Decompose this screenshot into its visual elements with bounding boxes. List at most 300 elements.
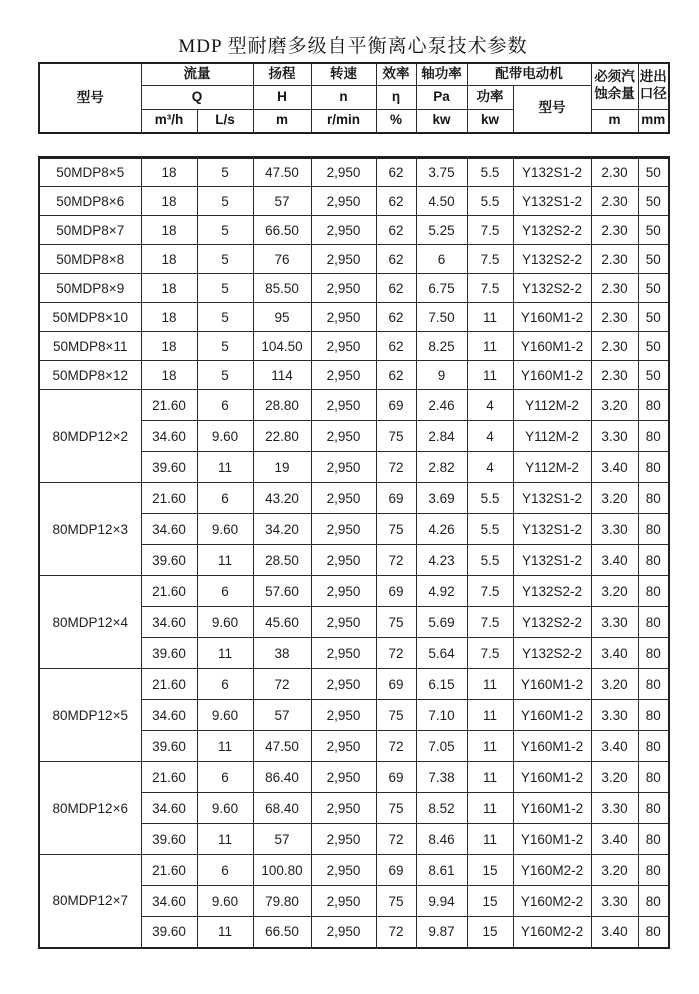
value-cell: 80 <box>638 917 669 948</box>
value-cell: 80 <box>638 855 669 886</box>
header-efficiency-symbol: η <box>376 85 416 109</box>
value-cell: 18 <box>141 332 197 361</box>
value-cell: 3.20 <box>591 669 638 700</box>
value-cell: 62 <box>376 274 416 303</box>
value-cell: 4 <box>467 390 513 421</box>
header-shaft-power-unit: kw <box>416 109 467 133</box>
value-cell: 80 <box>638 545 669 576</box>
value-cell: 28.80 <box>253 390 311 421</box>
value-cell: 18 <box>141 361 197 390</box>
value-cell: 11 <box>467 824 513 855</box>
header-speed-unit: r/min <box>311 109 376 133</box>
data-table-body <box>39 158 669 948</box>
value-cell: 2,950 <box>311 886 376 917</box>
value-cell: 9.60 <box>197 793 253 824</box>
value-cell: 2,950 <box>311 390 376 421</box>
value-cell: 15 <box>467 886 513 917</box>
header-flow-unit-ls: L/s <box>197 109 253 133</box>
value-cell: 2,950 <box>311 917 376 948</box>
value-cell: 69 <box>376 669 416 700</box>
value-cell: 2,950 <box>311 700 376 731</box>
value-cell: Y112M-2 <box>513 390 591 421</box>
value-cell: Y160M1-2 <box>513 332 591 361</box>
value-cell: 62 <box>376 303 416 332</box>
value-cell: 72 <box>376 917 416 948</box>
value-cell: 75 <box>376 607 416 638</box>
value-cell: 62 <box>376 245 416 274</box>
table-row <box>39 332 669 361</box>
value-cell: 57 <box>253 824 311 855</box>
value-cell: 2,950 <box>311 332 376 361</box>
value-cell: 2,950 <box>311 545 376 576</box>
value-cell: 11 <box>467 793 513 824</box>
value-cell: 85.50 <box>253 274 311 303</box>
value-cell: 5 <box>197 361 253 390</box>
value-cell: 75 <box>376 514 416 545</box>
header-motor: 配带电动机 <box>467 63 591 85</box>
value-cell: 72 <box>253 669 311 700</box>
value-cell: 2,950 <box>311 245 376 274</box>
value-cell: 2.30 <box>591 245 638 274</box>
value-cell: 18 <box>141 216 197 245</box>
value-cell: 3.40 <box>591 824 638 855</box>
value-cell: 4 <box>467 421 513 452</box>
value-cell: 80 <box>638 700 669 731</box>
value-cell: 3.20 <box>591 483 638 514</box>
value-cell: 66.50 <box>253 216 311 245</box>
table-row <box>39 483 669 514</box>
value-cell: 6 <box>197 669 253 700</box>
value-cell: 15 <box>467 855 513 886</box>
value-cell: 4.23 <box>416 545 467 576</box>
value-cell: 6 <box>416 245 467 274</box>
value-cell: 62 <box>376 332 416 361</box>
value-cell: 72 <box>376 452 416 483</box>
value-cell: 2,950 <box>311 824 376 855</box>
value-cell: 5.5 <box>467 187 513 216</box>
value-cell: 50 <box>638 274 669 303</box>
value-cell: Y132S1-2 <box>513 514 591 545</box>
value-cell: 38 <box>253 638 311 669</box>
value-cell: 2,950 <box>311 576 376 607</box>
value-cell: 3.40 <box>591 638 638 669</box>
value-cell: 9.60 <box>197 886 253 917</box>
value-cell: 80 <box>638 576 669 607</box>
header-head: 扬程 <box>253 63 311 85</box>
value-cell: 39.60 <box>141 731 197 762</box>
value-cell: 100.80 <box>253 855 311 886</box>
value-cell: Y132S1-2 <box>513 158 591 187</box>
pump-model-cell: 50MDP8×9 <box>39 274 141 303</box>
pump-model-cell: 50MDP8×5 <box>39 158 141 187</box>
value-cell: 2,950 <box>311 607 376 638</box>
value-cell: 3.69 <box>416 483 467 514</box>
value-cell: 62 <box>376 361 416 390</box>
value-cell: 34.60 <box>141 607 197 638</box>
pump-model-cell: 50MDP8×7 <box>39 216 141 245</box>
header-port-unit: mm <box>638 109 669 133</box>
value-cell: Y160M1-2 <box>513 700 591 731</box>
value-cell: 95 <box>253 303 311 332</box>
value-cell: Y160M2-2 <box>513 917 591 948</box>
value-cell: 5.64 <box>416 638 467 669</box>
value-cell: 7.5 <box>467 638 513 669</box>
value-cell: 3.20 <box>591 390 638 421</box>
value-cell: Y132S2-2 <box>513 245 591 274</box>
value-cell: 8.46 <box>416 824 467 855</box>
header-flow-symbol: Q <box>141 85 253 109</box>
pump-model-cell: 50MDP8×6 <box>39 187 141 216</box>
value-cell: 18 <box>141 187 197 216</box>
value-cell: 7.38 <box>416 762 467 793</box>
value-cell: 6.75 <box>416 274 467 303</box>
value-cell: 7.05 <box>416 731 467 762</box>
value-cell: 34.60 <box>141 421 197 452</box>
value-cell: 2.30 <box>591 158 638 187</box>
value-cell: Y160M1-2 <box>513 731 591 762</box>
value-cell: 69 <box>376 855 416 886</box>
table-row <box>39 216 669 245</box>
value-cell: 11 <box>467 303 513 332</box>
header-efficiency-unit: % <box>376 109 416 133</box>
value-cell: 11 <box>197 638 253 669</box>
value-cell: 80 <box>638 638 669 669</box>
value-cell: 80 <box>638 483 669 514</box>
table-row <box>39 576 669 607</box>
table-row <box>39 855 669 886</box>
value-cell: 69 <box>376 390 416 421</box>
value-cell: 3.30 <box>591 514 638 545</box>
value-cell: 3.30 <box>591 793 638 824</box>
value-cell: 43.20 <box>253 483 311 514</box>
value-cell: 6 <box>197 483 253 514</box>
value-cell: 2.30 <box>591 187 638 216</box>
value-cell: 18 <box>141 274 197 303</box>
value-cell: 34.60 <box>141 700 197 731</box>
value-cell: 5 <box>197 303 253 332</box>
value-cell: 21.60 <box>141 576 197 607</box>
value-cell: 5 <box>197 274 253 303</box>
value-cell: Y160M1-2 <box>513 303 591 332</box>
value-cell: 6 <box>197 390 253 421</box>
value-cell: 7.5 <box>467 245 513 274</box>
pump-model-cell: 50MDP8×11 <box>39 332 141 361</box>
value-cell: 34.60 <box>141 793 197 824</box>
value-cell: 9.60 <box>197 607 253 638</box>
value-cell: 3.40 <box>591 545 638 576</box>
header-motor-power-unit: kw <box>467 109 513 133</box>
value-cell: 72 <box>376 638 416 669</box>
header-speed-symbol: n <box>311 85 376 109</box>
value-cell: 2,950 <box>311 452 376 483</box>
table-row <box>39 762 669 793</box>
value-cell: 11 <box>467 762 513 793</box>
value-cell: 28.50 <box>253 545 311 576</box>
value-cell: 3.20 <box>591 576 638 607</box>
value-cell: 62 <box>376 216 416 245</box>
value-cell: 80 <box>638 421 669 452</box>
value-cell: 69 <box>376 576 416 607</box>
value-cell: Y132S2-2 <box>513 638 591 669</box>
value-cell: 39.60 <box>141 917 197 948</box>
header-port: 进出口径 <box>638 63 669 109</box>
pump-model-cell: 80MDP12×6 <box>39 762 141 855</box>
value-cell: 9.60 <box>197 700 253 731</box>
value-cell: 8.61 <box>416 855 467 886</box>
value-cell: 5 <box>197 216 253 245</box>
value-cell: 11 <box>197 731 253 762</box>
pump-model-cell: 50MDP8×8 <box>39 245 141 274</box>
value-cell: 7.5 <box>467 607 513 638</box>
header-speed: 转速 <box>311 63 376 85</box>
value-cell: 8.52 <box>416 793 467 824</box>
value-cell: 3.20 <box>591 762 638 793</box>
value-cell: 34.60 <box>141 514 197 545</box>
value-cell: 80 <box>638 762 669 793</box>
value-cell: 47.50 <box>253 731 311 762</box>
table-row <box>39 158 669 187</box>
pump-model-cell: 50MDP8×12 <box>39 361 141 390</box>
header-npsh: 必须汽蚀余量 <box>591 63 638 109</box>
value-cell: 9.60 <box>197 514 253 545</box>
value-cell: 6 <box>197 576 253 607</box>
value-cell: 2,950 <box>311 762 376 793</box>
value-cell: 104.50 <box>253 332 311 361</box>
value-cell: 2,950 <box>311 514 376 545</box>
value-cell: Y112M-2 <box>513 452 591 483</box>
value-cell: 21.60 <box>141 483 197 514</box>
value-cell: 86.40 <box>253 762 311 793</box>
value-cell: 7.5 <box>467 576 513 607</box>
value-cell: 5.5 <box>467 158 513 187</box>
value-cell: 2,950 <box>311 274 376 303</box>
value-cell: Y160M2-2 <box>513 886 591 917</box>
value-cell: 75 <box>376 421 416 452</box>
value-cell: Y160M1-2 <box>513 669 591 700</box>
value-cell: 57 <box>253 187 311 216</box>
header-shaft-power: 轴功率 <box>416 63 467 85</box>
value-cell: 39.60 <box>141 824 197 855</box>
value-cell: 15 <box>467 917 513 948</box>
value-cell: 75 <box>376 793 416 824</box>
pump-model-cell: 50MDP8×10 <box>39 303 141 332</box>
value-cell: 11 <box>467 332 513 361</box>
value-cell: 3.30 <box>591 886 638 917</box>
value-cell: 57 <box>253 700 311 731</box>
header-shaft-power-symbol: Pa <box>416 85 467 109</box>
value-cell: 11 <box>197 545 253 576</box>
spec-table-header <box>38 62 670 134</box>
value-cell: Y132S2-2 <box>513 274 591 303</box>
value-cell: 2,950 <box>311 216 376 245</box>
value-cell: 9.87 <box>416 917 467 948</box>
value-cell: 2.30 <box>591 361 638 390</box>
header-head-unit: m <box>253 109 311 133</box>
spec-table-data <box>38 156 670 949</box>
value-cell: 21.60 <box>141 762 197 793</box>
value-cell: Y132S2-2 <box>513 576 591 607</box>
value-cell: 2.30 <box>591 303 638 332</box>
value-cell: 18 <box>141 303 197 332</box>
value-cell: 2,950 <box>311 303 376 332</box>
value-cell: 2,950 <box>311 361 376 390</box>
value-cell: 8.25 <box>416 332 467 361</box>
value-cell: 5.5 <box>467 545 513 576</box>
value-cell: 75 <box>376 886 416 917</box>
value-cell: 50 <box>638 158 669 187</box>
value-cell: 3.20 <box>591 855 638 886</box>
value-cell: 5 <box>197 187 253 216</box>
value-cell: 80 <box>638 514 669 545</box>
value-cell: 11 <box>197 452 253 483</box>
value-cell: 7.5 <box>467 274 513 303</box>
value-cell: 21.60 <box>141 669 197 700</box>
value-cell: 4.92 <box>416 576 467 607</box>
value-cell: 9.94 <box>416 886 467 917</box>
value-cell: 50 <box>638 245 669 274</box>
value-cell: 2,950 <box>311 421 376 452</box>
value-cell: 5.5 <box>467 514 513 545</box>
value-cell: 3.40 <box>591 731 638 762</box>
value-cell: 50 <box>638 187 669 216</box>
value-cell: 79.80 <box>253 886 311 917</box>
value-cell: 6 <box>197 855 253 886</box>
value-cell: 57.60 <box>253 576 311 607</box>
value-cell: 3.75 <box>416 158 467 187</box>
value-cell: 4 <box>467 452 513 483</box>
value-cell: 11 <box>197 917 253 948</box>
value-cell: 3.30 <box>591 421 638 452</box>
value-cell: Y132S2-2 <box>513 216 591 245</box>
pump-model-cell: 80MDP12×5 <box>39 669 141 762</box>
value-cell: 2.30 <box>591 274 638 303</box>
pump-model-cell: 80MDP12×4 <box>39 576 141 669</box>
value-cell: 39.60 <box>141 545 197 576</box>
value-cell: 18 <box>141 245 197 274</box>
table-row <box>39 245 669 274</box>
value-cell: 5.5 <box>467 483 513 514</box>
value-cell: 5.25 <box>416 216 467 245</box>
value-cell: 34.20 <box>253 514 311 545</box>
value-cell: 11 <box>467 731 513 762</box>
value-cell: 34.60 <box>141 886 197 917</box>
value-cell: 3.30 <box>591 700 638 731</box>
value-cell: 72 <box>376 731 416 762</box>
value-cell: 2.82 <box>416 452 467 483</box>
value-cell: 80 <box>638 669 669 700</box>
value-cell: 50 <box>638 332 669 361</box>
value-cell: 9 <box>416 361 467 390</box>
value-cell: 80 <box>638 452 669 483</box>
value-cell: 50 <box>638 216 669 245</box>
value-cell: 69 <box>376 483 416 514</box>
table-row <box>39 669 669 700</box>
value-cell: 50 <box>638 361 669 390</box>
value-cell: 21.60 <box>141 390 197 421</box>
value-cell: 4.26 <box>416 514 467 545</box>
value-cell: 39.60 <box>141 452 197 483</box>
table-row <box>39 361 669 390</box>
pump-model-cell: 80MDP12×7 <box>39 855 141 948</box>
value-cell: 3.30 <box>591 607 638 638</box>
value-cell: 80 <box>638 731 669 762</box>
value-cell: 68.40 <box>253 793 311 824</box>
header-motor-model: 型号 <box>513 85 591 133</box>
value-cell: Y160M1-2 <box>513 824 591 855</box>
value-cell: 72 <box>376 545 416 576</box>
value-cell: 75 <box>376 700 416 731</box>
value-cell: Y160M1-2 <box>513 762 591 793</box>
value-cell: 50 <box>638 303 669 332</box>
value-cell: 2,950 <box>311 793 376 824</box>
value-cell: 5 <box>197 332 253 361</box>
value-cell: 7.50 <box>416 303 467 332</box>
value-cell: 19 <box>253 452 311 483</box>
value-cell: 114 <box>253 361 311 390</box>
value-cell: 21.60 <box>141 855 197 886</box>
value-cell: 62 <box>376 187 416 216</box>
value-cell: 80 <box>638 886 669 917</box>
value-cell: 76 <box>253 245 311 274</box>
value-cell: Y132S1-2 <box>513 545 591 576</box>
header-flow: 流量 <box>141 63 253 85</box>
value-cell: 2,950 <box>311 158 376 187</box>
value-cell: 69 <box>376 762 416 793</box>
value-cell: 22.80 <box>253 421 311 452</box>
value-cell: 2.30 <box>591 216 638 245</box>
value-cell: 18 <box>141 158 197 187</box>
value-cell: 2,950 <box>311 483 376 514</box>
value-cell: 5 <box>197 245 253 274</box>
value-cell: 3.40 <box>591 917 638 948</box>
header-npsh-unit: m <box>591 109 638 133</box>
value-cell: 6 <box>197 762 253 793</box>
page-title: MDP 型耐磨多级自平衡离心泵技术参数 <box>178 36 528 57</box>
table-row <box>39 303 669 332</box>
value-cell: 80 <box>638 793 669 824</box>
pump-model-cell: 80MDP12×2 <box>39 390 141 483</box>
table-row <box>39 390 669 421</box>
value-cell: 2,950 <box>311 669 376 700</box>
value-cell: 62 <box>376 158 416 187</box>
value-cell: Y160M1-2 <box>513 361 591 390</box>
value-cell: 80 <box>638 824 669 855</box>
value-cell: 2.30 <box>591 332 638 361</box>
pump-model-cell: 80MDP12×3 <box>39 483 141 576</box>
value-cell: 2,950 <box>311 187 376 216</box>
table-row <box>39 187 669 216</box>
value-cell: 11 <box>197 824 253 855</box>
value-cell: Y112M-2 <box>513 421 591 452</box>
value-cell: 45.60 <box>253 607 311 638</box>
value-cell: 7.5 <box>467 216 513 245</box>
header-flow-unit-m3h: m³/h <box>141 109 197 133</box>
value-cell: 7.10 <box>416 700 467 731</box>
header-head-symbol: H <box>253 85 311 109</box>
value-cell: 3.40 <box>591 452 638 483</box>
value-cell: 11 <box>467 361 513 390</box>
value-cell: Y132S1-2 <box>513 187 591 216</box>
value-cell: 5.69 <box>416 607 467 638</box>
value-cell: Y160M2-2 <box>513 855 591 886</box>
header-model: 型号 <box>39 63 141 133</box>
value-cell: 80 <box>638 390 669 421</box>
value-cell: 4.50 <box>416 187 467 216</box>
value-cell: 5 <box>197 158 253 187</box>
value-cell: 2.46 <box>416 390 467 421</box>
value-cell: 9.60 <box>197 421 253 452</box>
value-cell: 72 <box>376 824 416 855</box>
